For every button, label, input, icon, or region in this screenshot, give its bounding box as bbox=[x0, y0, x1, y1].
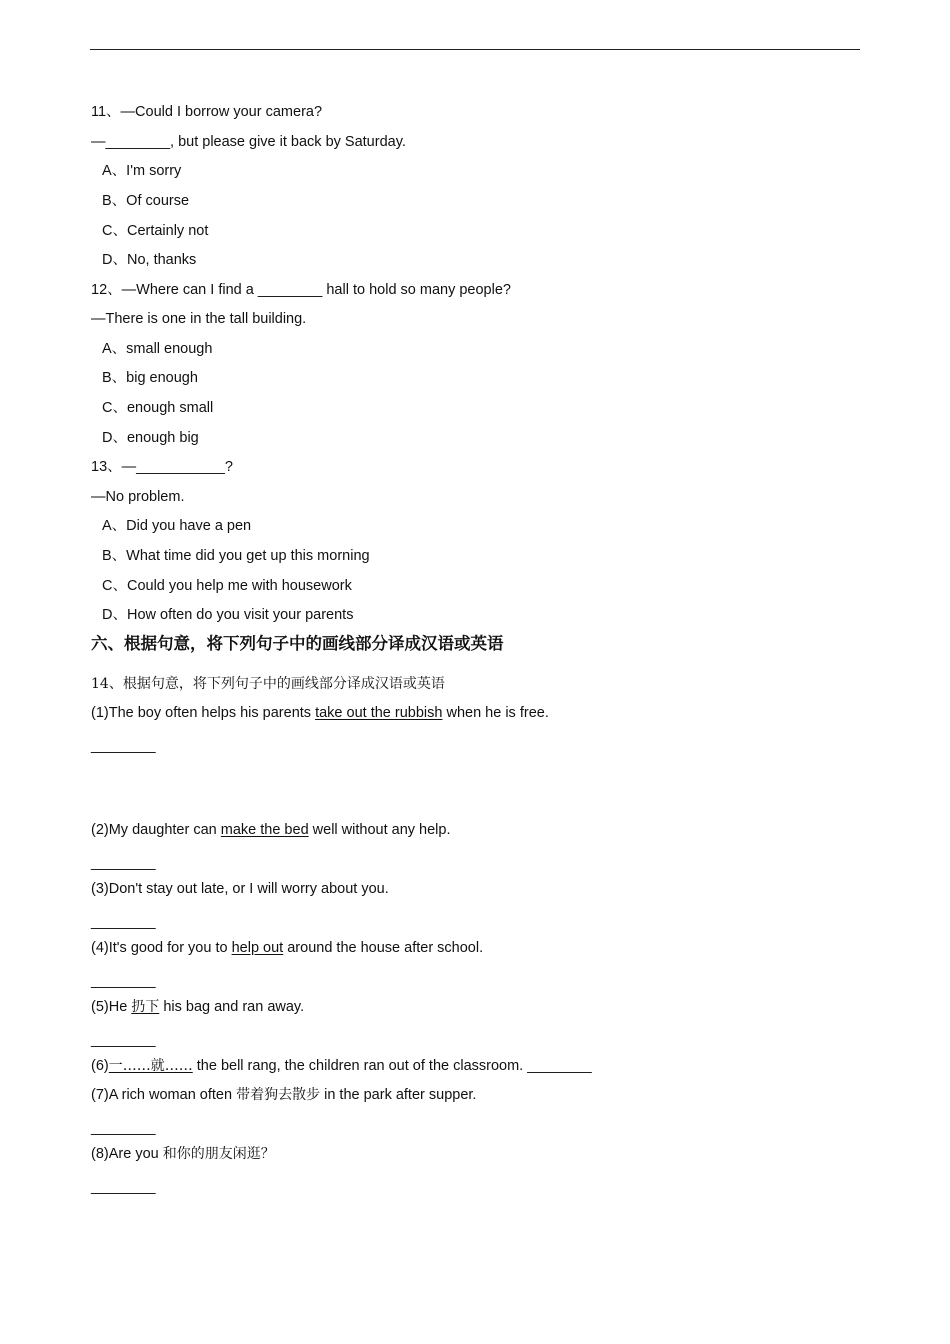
q12-reply: —There is one in the tall building. bbox=[91, 311, 307, 327]
q14-item-6-post: the bell rang, the children ran out of the classroom. ________ bbox=[192, 1058, 592, 1074]
q14-item-4 bbox=[91, 939, 483, 957]
q14-answer-4[interactable]: ________ bbox=[91, 973, 156, 989]
q11-option-c[interactable]: C、Certainly not bbox=[102, 223, 209, 239]
q13-stem-blank: ___________ bbox=[136, 459, 225, 475]
q13-reply: —No problem. bbox=[91, 489, 185, 505]
q12-stem: 12、—Where can I find a ________ hall to hold so many people? bbox=[91, 282, 511, 298]
q14-item-1-underlined: take out the rubbish bbox=[315, 705, 443, 721]
q13-option-d[interactable]: D、How often do you visit your parents bbox=[102, 607, 354, 623]
q14-item-7-post: in the park after supper. bbox=[320, 1087, 477, 1103]
q14-item-5-underlined: 扔下 bbox=[131, 999, 160, 1015]
q14-item-7-pre: (7)A rich woman often bbox=[91, 1087, 237, 1103]
q11-stem: 11、—Could I borrow your camera? bbox=[91, 104, 323, 120]
q13-stem bbox=[91, 458, 233, 476]
q13-option-c[interactable]: C、Could you help me with housework bbox=[102, 578, 352, 594]
q14-item-2-underlined: make the bed bbox=[220, 822, 309, 838]
q14-item-7-chinese: 带着狗去散步 bbox=[236, 1087, 321, 1103]
q11-option-b[interactable]: B、Of course bbox=[102, 193, 190, 209]
q13-stem-suffix: ? bbox=[224, 459, 233, 475]
q14-item-5 bbox=[91, 998, 304, 1016]
q14-item-6-pre: (6) bbox=[91, 1058, 109, 1074]
q12-option-a[interactable]: A、small enough bbox=[102, 341, 213, 357]
q14-answer-1[interactable]: ________ bbox=[91, 738, 156, 754]
q14-item-5-pre: (5)He bbox=[91, 999, 132, 1015]
q12-option-c[interactable]: C、enough small bbox=[102, 400, 214, 416]
q14-item-4-underlined: help out bbox=[231, 940, 284, 956]
q14-item-5-post: his bag and ran away. bbox=[159, 999, 305, 1015]
q14-item-1-post: when he is free. bbox=[442, 705, 549, 721]
q13-option-b[interactable]: B、What time did you get up this morning bbox=[102, 548, 370, 564]
q14-item-1-pre: (1)The boy often helps his parents bbox=[91, 705, 316, 721]
q14-answer-2[interactable]: ________ bbox=[91, 855, 156, 871]
q13-option-a[interactable]: A、Did you have a pen bbox=[102, 518, 252, 534]
q14-item-8 bbox=[91, 1145, 275, 1163]
q14-answer-8[interactable]: ________ bbox=[91, 1179, 156, 1195]
q14-item-8-chinese: 和你的朋友闲逛？ bbox=[162, 1146, 275, 1162]
q14-item-2-pre: (2)My daughter can bbox=[91, 822, 221, 838]
section-heading: 六、根据句意，将下列句子中的画线部分译成汉语或英语 bbox=[91, 634, 504, 653]
q14-answer-3[interactable]: ________ bbox=[91, 914, 156, 930]
q14-stem: 14、根据句意，将下列句子中的画线部分译成汉语或英语 bbox=[91, 676, 445, 692]
q11-option-d[interactable]: D、No, thanks bbox=[102, 252, 197, 268]
q14-item-3-text: (3)Don't stay out late, or I will worry about you. bbox=[91, 881, 389, 897]
q14-item-4-pre: (4)It's good for you to bbox=[91, 940, 232, 956]
q14-item-2 bbox=[91, 821, 451, 839]
q14-item-4-post: around the house after school. bbox=[283, 940, 484, 956]
q14-item-3 bbox=[91, 880, 389, 898]
header-rule bbox=[90, 49, 860, 50]
q12-option-b[interactable]: B、big enough bbox=[102, 370, 198, 386]
q13-stem-prefix: 13、— bbox=[91, 459, 137, 475]
q14-item-6 bbox=[91, 1057, 592, 1075]
q14-item-2-post: well without any help. bbox=[308, 822, 451, 838]
q14-item-8-pre: (8)Are you bbox=[91, 1146, 163, 1162]
q11-reply: —________, but please give it back by Saturday. bbox=[91, 134, 406, 150]
q14-answer-7[interactable]: ________ bbox=[91, 1120, 156, 1136]
q14-item-1 bbox=[91, 704, 549, 722]
q14-answer-5[interactable]: ________ bbox=[91, 1032, 156, 1048]
q14-item-7 bbox=[91, 1086, 476, 1104]
q12-option-d[interactable]: D、enough big bbox=[102, 430, 199, 446]
q14-item-6-underlined: 一……就…… bbox=[108, 1058, 193, 1074]
q11-option-a[interactable]: A、I'm sorry bbox=[102, 163, 182, 179]
